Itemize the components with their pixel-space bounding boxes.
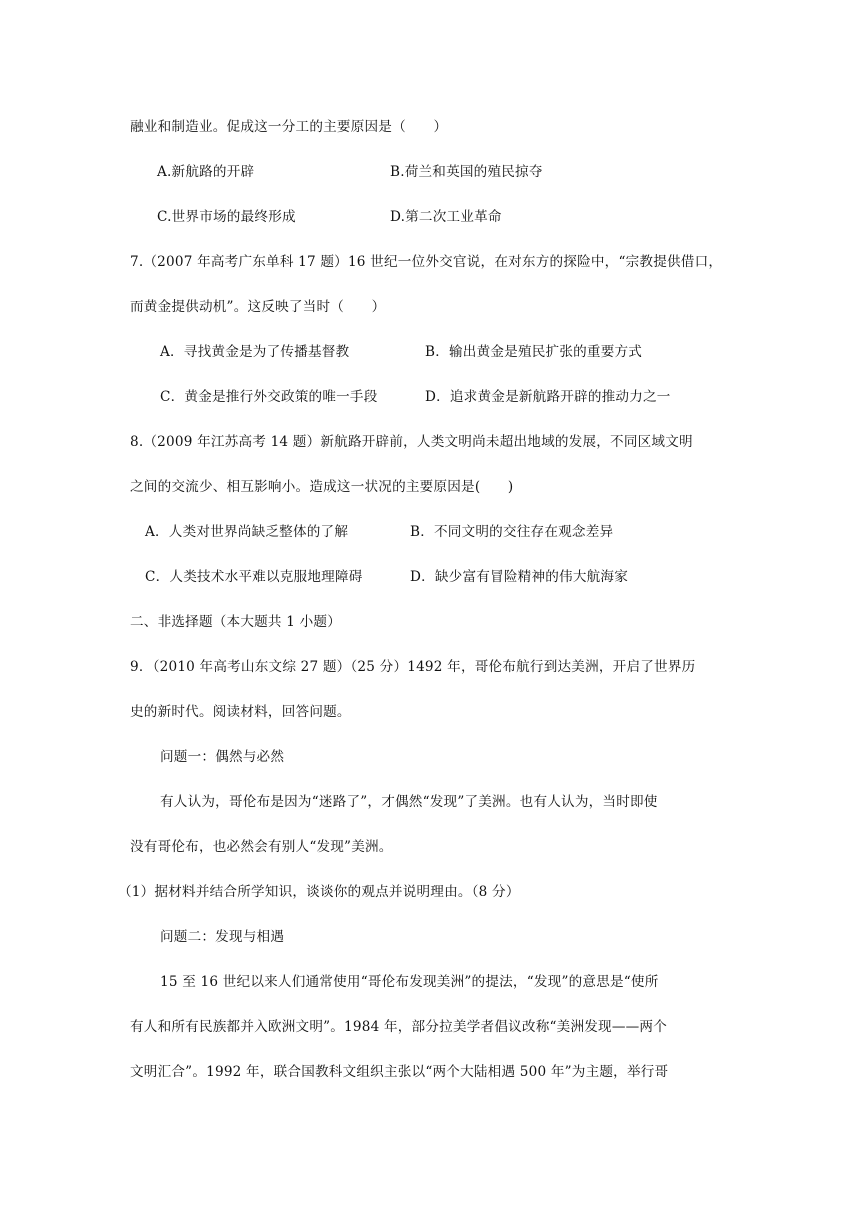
q9-subquestion-1: （1）据材料并结合所学知识，谈谈你的观点并说明理由。（8 分）: [118, 884, 520, 900]
q9-stem-line1: 9．（2010 年高考山东文综 27 题）（25 分）1492 年，哥伦布航行到达美洲，开启了世界历: [130, 659, 696, 675]
q6-option-d: D.第二次工业革命: [390, 209, 502, 225]
q9-material2-line1: 15 至 16 世纪以来人们通常使用“哥伦布发现美洲”的提法，“发现”的意思是“使所: [160, 974, 659, 990]
q7-option-b: B．输出黄金是殖民扩张的重要方式: [425, 344, 643, 360]
q8-option-c: C．人类技术水平难以克服地理障碍: [145, 569, 363, 585]
q9-material1-line1: 有人认为，哥伦布是因为“迷路了”，才偶然“发现”了美洲。也有人认为，当时即使: [160, 794, 658, 810]
q9-material2-line3: 文明汇合”。1992 年，联合国教科文组织主张以“两个大陆相遇 500 年”为主题，举行哥: [130, 1064, 669, 1080]
q6-option-c: C.世界市场的最终形成: [157, 209, 296, 225]
q7-option-d: D．追求黄金是新航路开辟的推动力之一: [425, 389, 671, 405]
q6-stem-tail: 融业和制造业。促成这一分工的主要原因是（ ）: [130, 119, 448, 135]
q8-option-d: D．缺少富有冒险精神的伟大航海家: [410, 569, 629, 585]
q9-material1-line2: 没有哥伦布，也必然会有别人“发现”美洲。: [130, 839, 393, 855]
q9-problem1-title: 问题一：偶然与必然: [160, 749, 285, 765]
q8-option-b: B．不同文明的交往存在观念差异: [410, 524, 614, 540]
q9-problem2-title: 问题二：发现与相遇: [160, 929, 285, 945]
q7-stem-line2: 而黄金提供动机”。这反映了当时（ ）: [130, 299, 386, 315]
q6-option-b: B.荷兰和英国的殖民掠夺: [390, 164, 543, 180]
q8-option-a: A．人类对世界尚缺乏整体的了解: [145, 524, 349, 540]
q7-stem-line1: 7.（2007 年高考广东单科 17 题）16 世纪一位外交官说，在对东方的探险中，“宗教提供借口，: [130, 254, 723, 270]
q9-stem-line2: 史的新时代。阅读材料，回答问题。: [130, 704, 351, 720]
q6-option-a: A.新航路的开辟: [157, 164, 255, 180]
q9-material2-line2: 有人和所有民族都并入欧洲文明”。1984 年，部分拉美学者倡议改称“美洲发现——两个: [130, 1019, 667, 1035]
q8-stem-line2: 之间的交流少、相互影响小。造成这一状况的主要原因是( ): [130, 479, 514, 495]
q7-option-c: C．黄金是推行外交政策的唯一手段: [160, 389, 378, 405]
q8-stem-line1: 8.（2009 年江苏高考 14 题）新航路开辟前，人类文明尚未超出地域的发展，不同区域文明: [130, 434, 693, 450]
section-heading-nonchoice: 二、非选择题（本大题共 1 小题）: [130, 614, 342, 630]
q7-option-a: A．寻找黄金是为了传播基督教: [160, 344, 350, 360]
